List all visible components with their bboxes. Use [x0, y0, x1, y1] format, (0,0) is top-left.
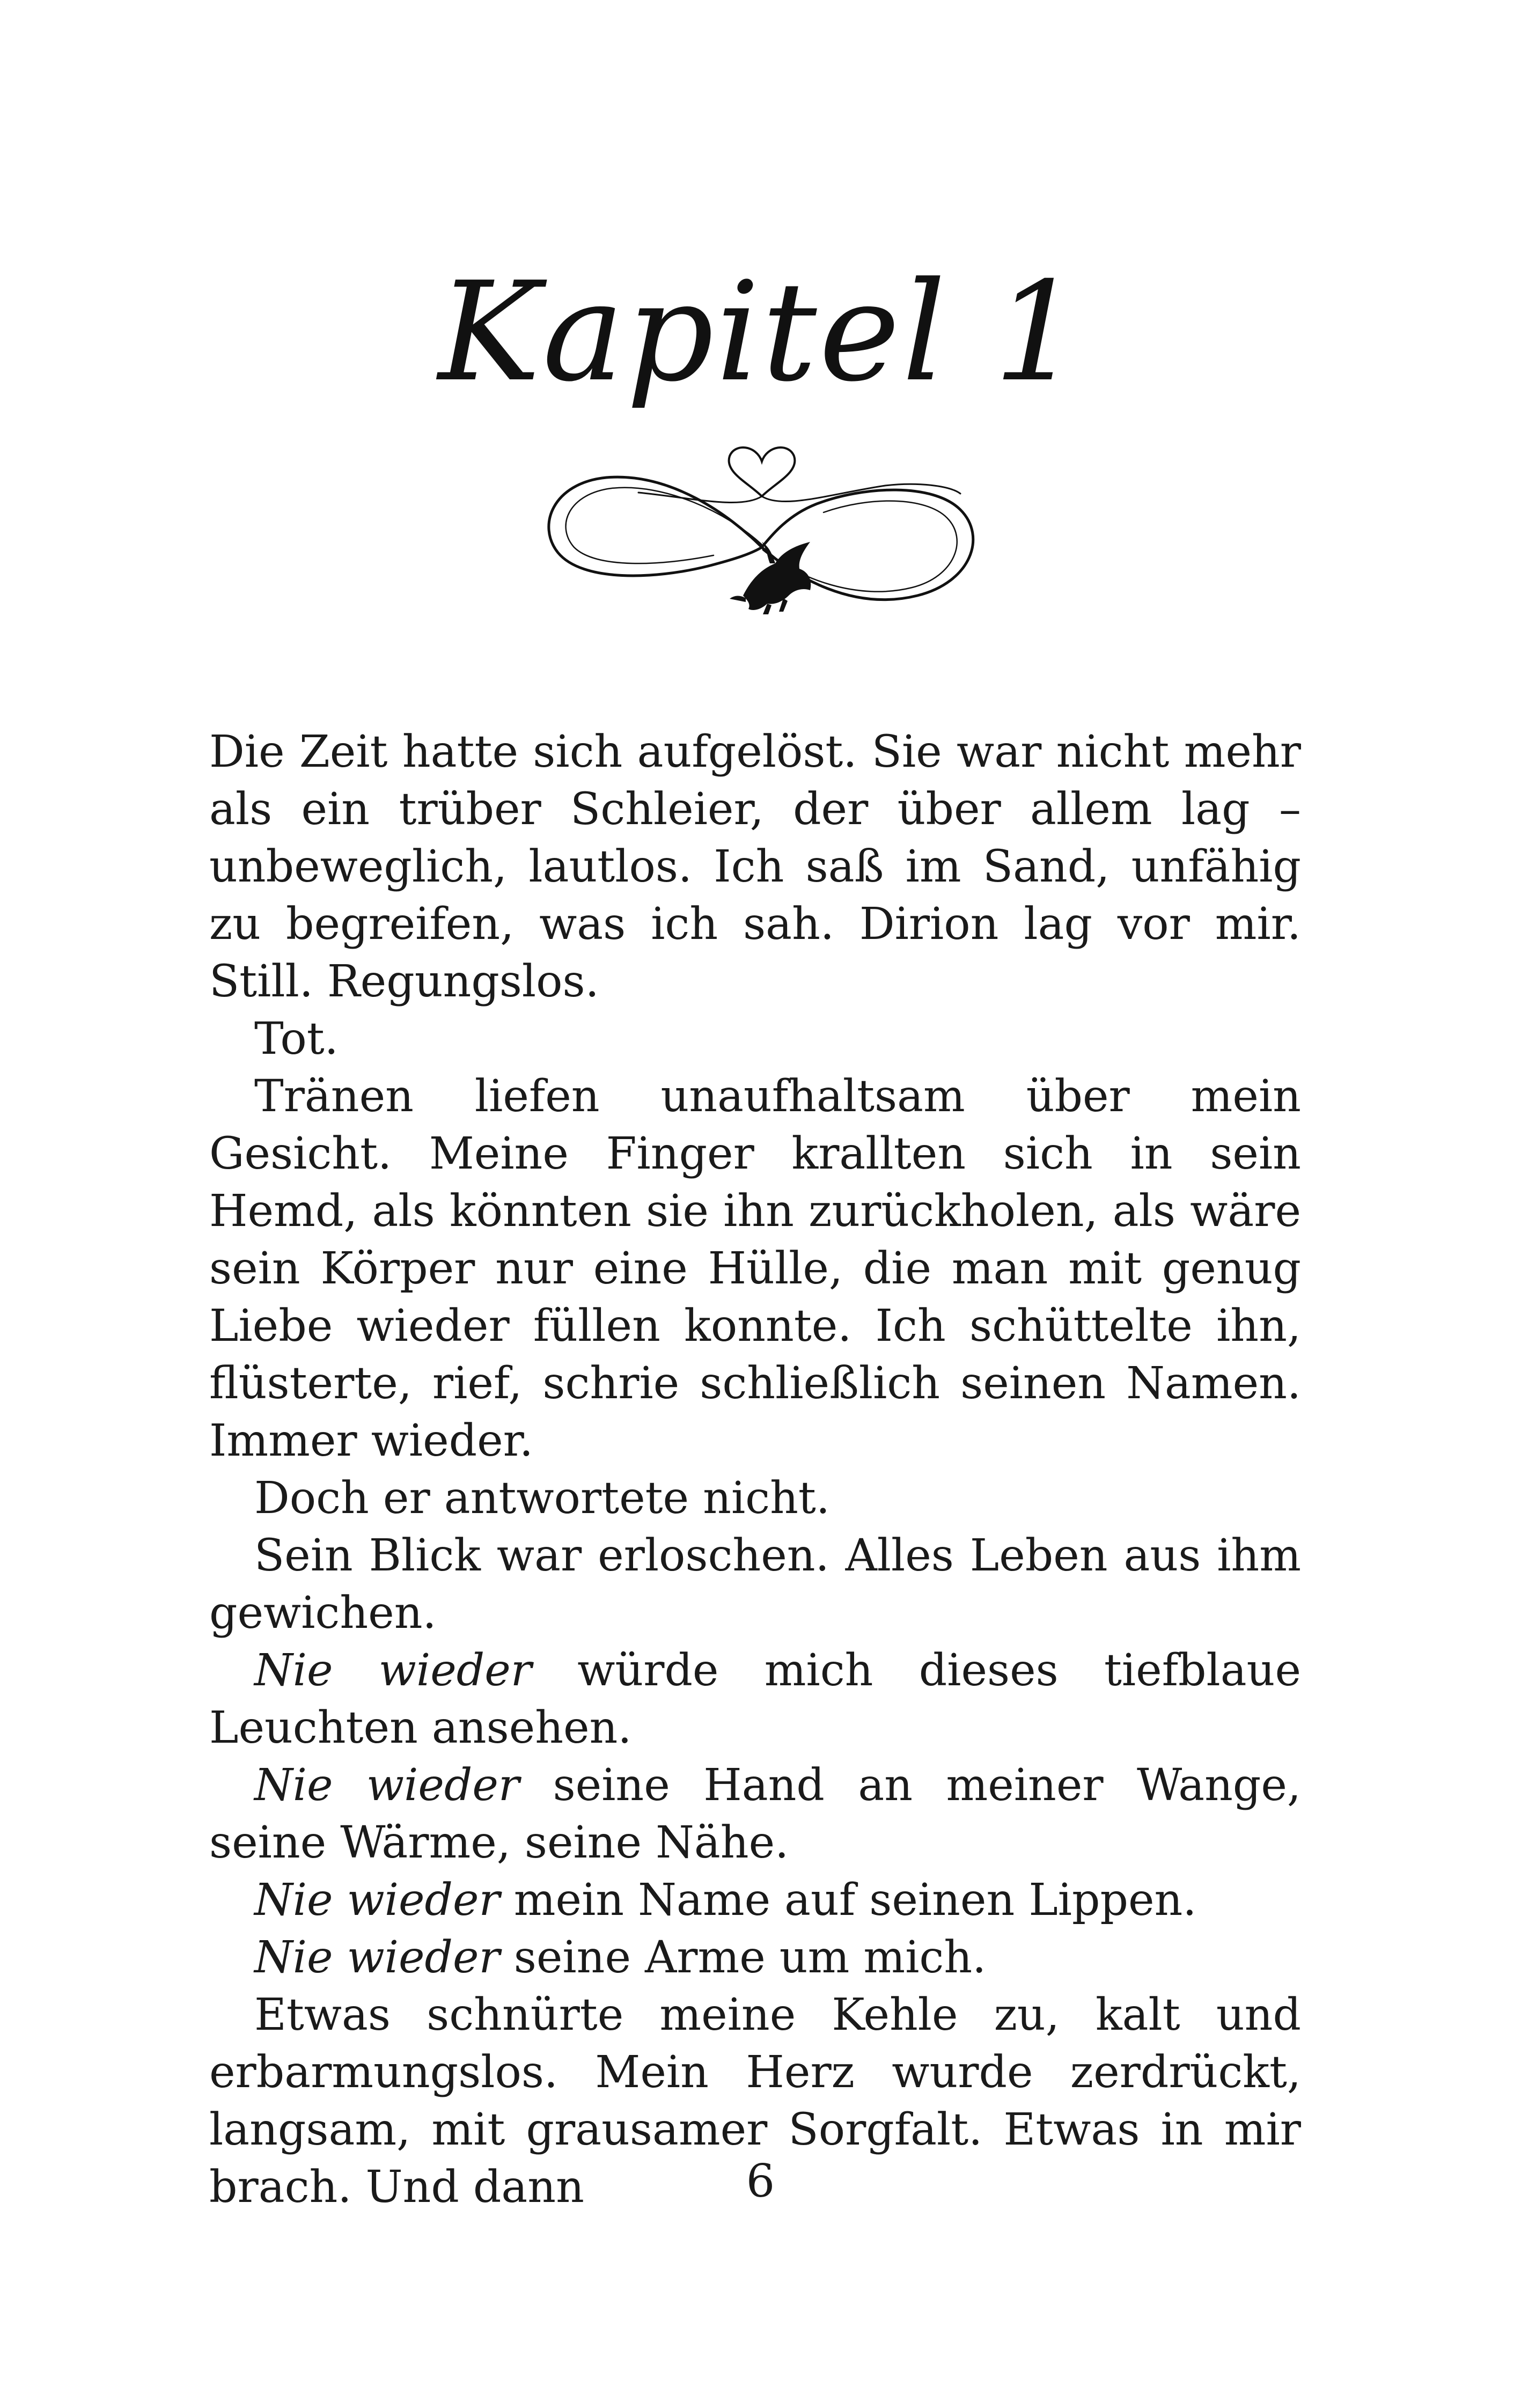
paragraph: Nie wieder seine Hand an meiner Wange, seine Wärme, seine Nähe. — [209, 1760, 1301, 1868]
paragraph: Etwas schnürte meine Kehle zu, kalt und erbarmungslos. Mein Herz wurde zerdrückt, langsam, mit grausamer Sorgfalt. Etwas in mir brach. Und dann — [209, 1989, 1301, 2213]
emphasis: Nie wieder — [254, 1875, 500, 1926]
chapter-body-text — [209, 723, 1301, 2216]
paragraph: Nie wieder würde mich dieses tiefblaue Leuchten ansehen. — [209, 1645, 1301, 1753]
emphasis: Nie wieder — [254, 1932, 500, 1983]
paragraph: Tot. — [254, 1014, 339, 1064]
paragraph: Sein Blick war erloschen. Alles Leben aus ihm gewichen. — [209, 1530, 1301, 1639]
page-number: 6 — [746, 2155, 775, 2207]
paragraph: Nie wieder seine Arme um mich. — [254, 1932, 987, 1983]
chapter-title: Kapitel 1 — [438, 253, 1083, 412]
paragraph: Tränen liefen unaufhaltsam über mein Gesicht. Meine Finger krallten sich in sein Hemd, als könnten sie ihn zurückholen, als wäre sein Körper nur eine Hülle, die man mit genug Liebe wieder füllen konnte. Ich schüttelte ihn, flüsterte, rief, schrie schließlich seinen Namen. Immer wieder. — [209, 1071, 1301, 1466]
paragraph: Die Zeit hatte sich aufgelöst. Sie war nicht mehr als ein trüber Schleier, der über allem lag – unbeweglich, lautlos. Ich saß im Sand, unfähig zu begreifen, was ich sah. Dirion lag vor mir. Still. Regungslos. — [209, 726, 1301, 1007]
emphasis: Nie wieder — [254, 1760, 520, 1811]
emphasis: Nie wieder — [254, 1645, 532, 1696]
dragon-icon — [730, 542, 811, 614]
paragraph: Doch er antwortete nicht. — [254, 1473, 830, 1524]
infinity-heart-dragon-ornament — [531, 435, 993, 628]
paragraph: Nie wieder mein Name auf seinen Lippen. — [254, 1875, 1197, 1926]
